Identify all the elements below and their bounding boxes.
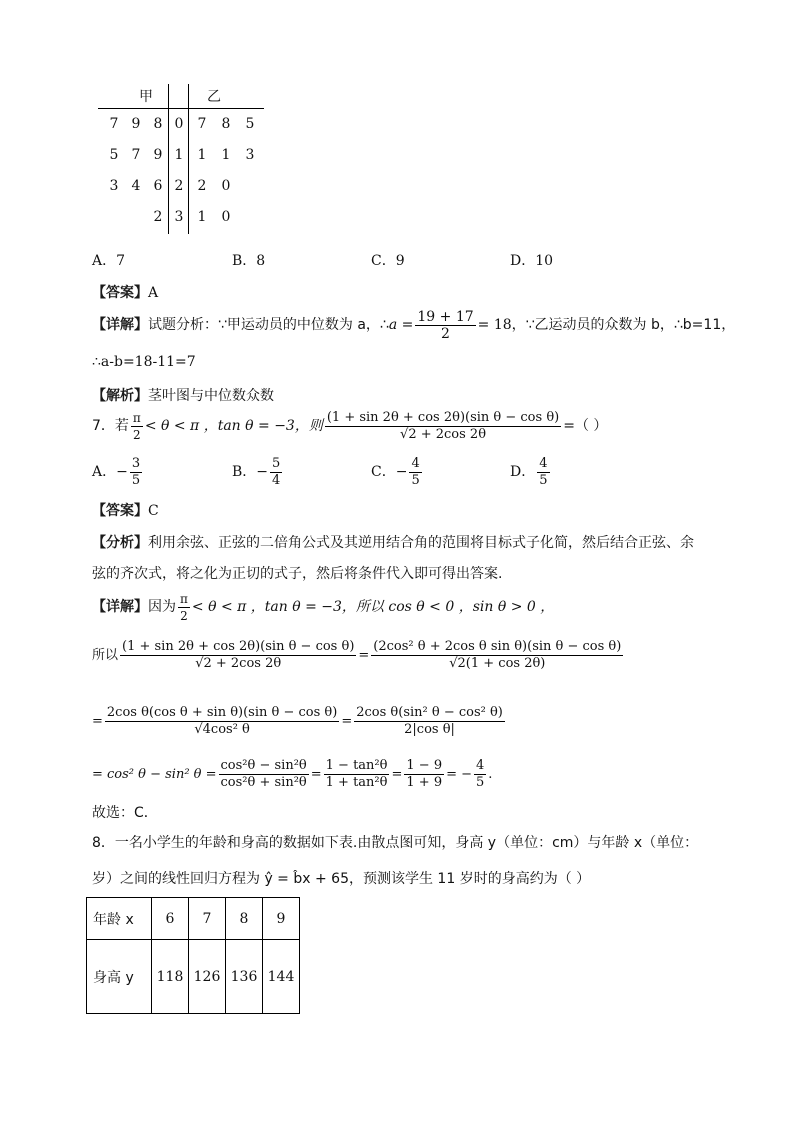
answer-tag: 【答案】: [92, 285, 148, 301]
leaf-left: 6: [153, 178, 163, 194]
q6-answer-line: [92, 282, 158, 302]
table-cell: 136: [226, 940, 263, 1014]
stem-value: 3: [174, 209, 184, 225]
table-cell: 144: [263, 940, 300, 1014]
stem-leaf-header-right: 乙: [207, 89, 221, 105]
leaf-right: 8: [221, 116, 231, 132]
q6-option-b[interactable]: B．8: [232, 253, 266, 269]
q7-fenxi-line-1: 【分析】利用余弦、正弦的二倍角公式及其逆用结合角的范围将目标式子化简，然后结合正弦、余: [92, 535, 694, 551]
q6-analysis-line: 【解析】茎叶图与中位数众数: [92, 388, 274, 404]
q7-detail-line-3: = $\frac{\text{2cos θ(cos θ + sin θ)(sin θ − cos θ)}}{\text{√4cos² θ}}$ = $\frac{\text{2cos θ(sin² θ − cos² θ)}}{\text{2|cos θ|}}$: [92, 705, 503, 737]
q7-conclusion: 故选：C．: [92, 805, 158, 821]
leaf-right: 0: [221, 178, 231, 194]
leaf-right: 7: [197, 116, 207, 132]
leaf-left: 3: [109, 178, 119, 194]
q6-option-d[interactable]: D．10: [510, 253, 554, 269]
q7-fenxi-line-2: 弦的齐次式，将之化为正切的式子，然后将条件代入即可得出答案.: [92, 566, 503, 582]
table-cell: 7: [189, 898, 226, 940]
leaf-right: 3: [245, 147, 255, 163]
table-row: [87, 940, 300, 1014]
table-cell: 118: [152, 940, 189, 1014]
detail-tag: 【详解】: [92, 317, 148, 333]
leaf-left: 2: [153, 209, 163, 225]
q7-answer-line: 【答案】C: [92, 503, 159, 519]
leaf-right: 2: [197, 178, 207, 194]
stem-value: 2: [174, 178, 184, 194]
q7-option-c[interactable]: C．− $\frac{4}{5}$: [371, 455, 420, 488]
leaf-left: 5: [109, 147, 119, 163]
leaf-right: 0: [221, 209, 231, 225]
stem-value: 1: [174, 147, 184, 163]
leaf-left: 4: [131, 178, 141, 194]
leaf-right: 5: [245, 116, 255, 132]
q6-detail-line-2: ∴a-b=18-11=7: [92, 354, 196, 370]
q7-stem: 7．若 $\frac{\pi}{2}$ < θ < π ，tan θ = −3，则 $\frac{\text{(1 + sin 2θ + cos 2θ)(sin θ − cos θ)}}{√2 + 2\cos 2\theta}$ =（ ）: [92, 409, 608, 442]
q8-stem-line-1: 8．一名小学生的年龄和身高的数据如下表.由散点图可知，身高 y（单位：cm）与年龄 x（单位：: [92, 835, 699, 851]
table-header-age: 年龄 x: [87, 898, 152, 940]
leaf-right: 1: [197, 147, 207, 163]
q7-detail-line-4: = cos² θ − sin² θ = $\frac{\text{cos²θ − sin²θ}}{\text{cos²θ + sin²θ}}$ = $\frac{\text{1 − tan²θ}}{\text{1 + tan²θ}}$ = $\frac{1 - 9}{1 + 9}$ = − $\frac{4}{5}$ .: [92, 758, 493, 790]
q7-expression: $\frac{\text{(1 + sin 2θ + cos 2θ)(sin θ − cos θ)}}{√2 + 2\cos 2\theta}$: [326, 409, 560, 442]
stem-leaf-header-rule: [98, 108, 264, 109]
q6-detail-line: 【详解】试题分析：∵甲运动员的中位数为 a，∴a = $\frac{19 + 17}{2}$ = 18，∵乙运动员的众数为 b，∴b=11，: [92, 308, 736, 342]
stem-value: 0: [174, 116, 184, 132]
q6-option-a[interactable]: A．7: [92, 253, 126, 269]
table-row: [87, 898, 300, 940]
q6-fraction: $\frac{19 + 17}{2}$: [417, 308, 474, 342]
analysis-tag: 【解析】: [92, 388, 148, 404]
leaf-left: 7: [109, 116, 119, 132]
q7-detail-line-1: 【详解】因为 $\frac{\pi}{2}$ < θ < π ，tan θ = −3，所以 cos θ < 0 ，sin θ > 0 ，: [92, 591, 555, 623]
leaf-left: 7: [131, 147, 141, 163]
table-cell: 9: [263, 898, 300, 940]
q8-stem-line-2: 岁）之间的线性回归方程为 ŷ = b̂x + 65，预测该学生 11 岁时的身高约为（ ）: [92, 871, 591, 887]
table-cell: 8: [226, 898, 263, 940]
leaf-right: 1: [197, 209, 207, 225]
q7-option-b[interactable]: B．− $\frac{5}{4}$: [232, 455, 281, 488]
stem-leaf-header-left: 甲: [139, 89, 153, 105]
age-height-table: [86, 897, 300, 1014]
q6-answer: A: [148, 285, 159, 301]
stem-leaf-plot: [98, 84, 268, 234]
leaf-left: 9: [131, 116, 141, 132]
table-header-height: 身高 y: [87, 940, 152, 1014]
q7-option-a[interactable]: A．− $\frac{3}{5}$: [92, 455, 141, 488]
table-cell: 126: [189, 940, 226, 1014]
leaf-left: 8: [153, 116, 163, 132]
leaf-right: 1: [221, 147, 231, 163]
leaf-left: 9: [153, 147, 163, 163]
q7-option-d[interactable]: D． $\frac{4}{5}$: [510, 455, 548, 488]
q7-detail-line-2: 所以 $\frac{\text{(1 + sin 2θ + cos 2θ)(sin θ − cos θ)}}{√2 + 2\cos 2\theta}$ = $\frac{\text{(2cos² θ + 2cos θ sin θ)(sin θ − cos θ)}}{√2(1 + \cos 2\theta)}$: [92, 639, 622, 671]
q6-option-c[interactable]: C．9: [371, 253, 405, 269]
table-cell: 6: [152, 898, 189, 940]
